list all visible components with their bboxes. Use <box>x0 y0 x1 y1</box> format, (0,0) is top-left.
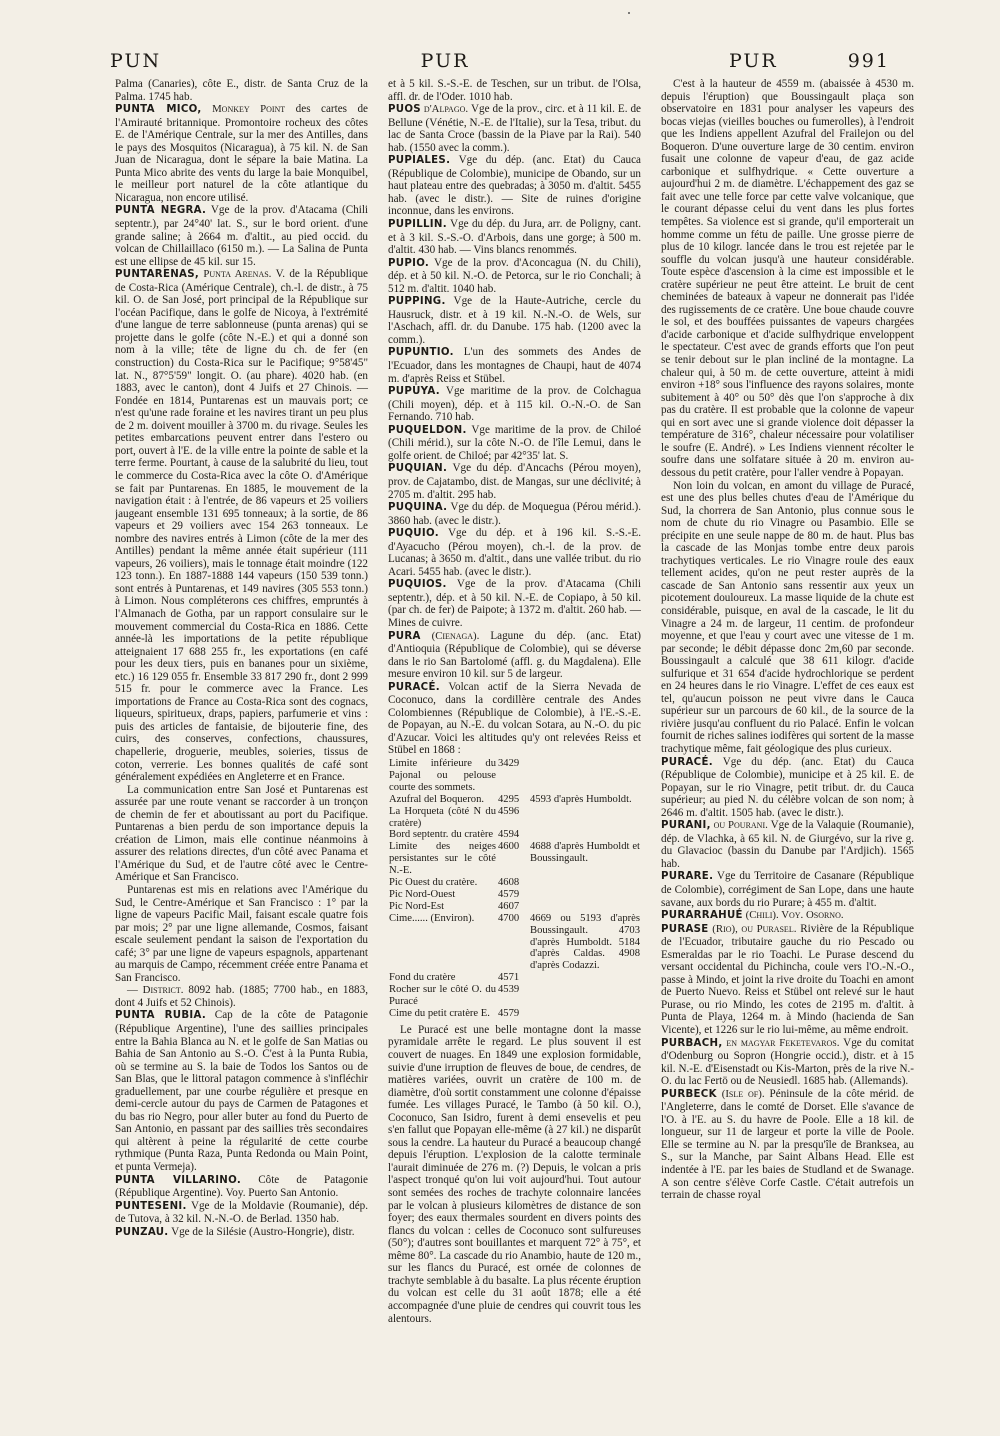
header-left: PUN <box>110 50 162 72</box>
dictionary-entry <box>661 480 914 756</box>
dictionary-entry <box>388 385 641 424</box>
altitude-value: 4579 <box>498 888 520 900</box>
altitude-label: Pic Nord-Ouest <box>389 888 456 900</box>
dictionary-entry <box>388 462 641 501</box>
dictionary-entry <box>388 257 641 296</box>
entry-headword: PURBACH, <box>661 1037 723 1049</box>
entry-variant-name: (Rio), ou Purasel <box>712 922 794 935</box>
altitude-other-source <box>529 889 641 901</box>
entry-text: La communication entre San José et Puntarenas est assurée par une route venant se raccorder à un tronçon de chemin de fer et aboutissant au port du Pacifique. Puntarenas a bien perdu de son importance depuis la création de Limon, mais elle continue néanmoins à assurer des relations directes, d'un côté avec Panama et l'Amérique du Sud, et de l'autre côté avec le Centre-Amérique et San Francisco. <box>115 783 368 884</box>
running-head <box>110 46 890 76</box>
entry-headword: PUQUIO. <box>388 528 439 540</box>
altitude-row <box>388 841 641 877</box>
entry-headword: PUQUELDON. <box>388 424 467 436</box>
entry-text: L'un des sommets des Andes de l'Ecuador, dans les montagnes de Chaupi, haut de 4074 m. d'après Reiss et Stübel. <box>388 346 641 385</box>
entry-variant-name: (Isle of) <box>721 1087 762 1100</box>
entry-text: Vge du dép. (anc. Etat) du Cauca (République de Colombie), municipe et à 25 kil. E. de Popayan, sur le rio Vinagre, petit tribut. dr. du Cauca supérieur; au pied N. du célèbre volcan de son nom; à 2646 m. d'altit. 1505 hab. (avec le distr.). <box>661 755 914 819</box>
dictionary-entry <box>388 424 641 463</box>
entry-headword: PUPUYA. <box>388 386 440 398</box>
column-2 <box>388 78 641 1408</box>
entry-text: Côte de Patagonie (République Argentine). Voy. Puerto San Antonio. <box>115 1173 368 1200</box>
altitude-other-source: 4669 ou 5193 d'après Boussingault. 4703 d'après Humboldt. 5184 d'après Caldas. 4908 d'après Codazzi. <box>530 912 640 972</box>
altitude-value: 4571 <box>498 972 520 984</box>
entry-headword: PUNTA NEGRA. <box>115 205 207 217</box>
entry-headword: PUNZAU. <box>115 1226 169 1238</box>
column-2-continuation <box>388 1024 641 1325</box>
entry-headword: PURACÉ. <box>661 756 713 768</box>
altitude-other-source <box>529 901 641 913</box>
dictionary-entry <box>661 1088 914 1202</box>
entry-text: . Vge du comitat d'Odenburg ou Sopron (Hongrie occid.), distr. et à 15 kil. N.-E. d'Eisenstadt ou Kis-Marton, près de la rive N.-O. du lac Fertö ou de Neusiedl. 1685 hab. (Allemands). <box>661 1036 914 1088</box>
entry-headword: PURARE. <box>661 871 714 883</box>
altitude-value: 4594 <box>498 829 520 841</box>
entry-headword: PUQUIAN. <box>388 463 448 475</box>
entry-text: des cartes de l'Amirauté britannique. Promontoire rocheux des côtes E. de l'Amérique Centrale, sur la mer des Antilles, dans le pays des Mosquitos (Nicaragua), à 75 kil. N. de San Juan de Nicaragua, dont le sépare la baie Matina. La Punta Mico abrite des vents du large la baie Monquibel, le meilleur port naturel de la côte atlantique du Nicaragua, non encore utilisé. <box>115 103 368 204</box>
altitude-row <box>388 1008 641 1020</box>
entry-text: Vge du dép. d'Ancachs (Pérou moyen), prov. de Cajatambo, dist. de Mangas, sur une déclivité; à 2705 m. d'altit. 295 hab. <box>388 462 641 501</box>
entry-text: Puntarenas est mis en relations avec l'Amérique du Sud, le Centre-Amérique et San Francisco : 1° par la ligne de vapeurs Pacific Mail, faisant escale quatre fois par mois; 2° par une ligne allemande, Cosmos, faisant escale seulement pendant la saison de l'exportation du café; 3° par une ligne de vapeurs espagnols, appartenant au marquis de Campo, récemment créée entre Panama et San Francisco. <box>115 884 368 984</box>
altitude-label: Fond du cratère <box>389 972 456 984</box>
dictionary-entry <box>388 154 641 218</box>
altitude-label: Cime...... (Environ). <box>389 912 475 924</box>
text-columns <box>115 78 915 1408</box>
entry-headword: PUNTARENAS, <box>115 269 200 281</box>
altitude-label: Rocher sur le côté O. du Puracé <box>389 984 496 1008</box>
entry-text: . Péninsule de la côte mérid. de l'Angleterre, dans le comté de Dorset. Elle s'avance de l'O. à l'E. au S. du havre de Poole. Elle a 18 kil. de longueur, sur 11 de largeur et porte la ville de Poole. Elle se termine au N. par la presqu'île de Branksea, au S., sur la Manche, par Saint Albans Head. Elle est indentée à l'E. par les baies de Studland et de Swanage. A son centre s'élève Corfe Castle. C'était autrefois un terrain de chasse royal <box>661 1087 914 1202</box>
altitude-value: 4608 <box>498 877 520 889</box>
dictionary-entry <box>115 78 368 103</box>
entry-text: Vge de la prov. d'Aconcagua (N. du Chili), dép. et à 50 kil. N.-O. de Petorca, sur le rio Conchali; à 512 m. d'altit. 1040 hab. <box>388 256 641 295</box>
dictionary-entry <box>388 78 641 103</box>
dictionary-entry <box>388 527 641 578</box>
altitude-value: 4700 <box>498 912 520 924</box>
dictionary-entry <box>115 784 368 884</box>
altitude-row <box>388 984 641 1008</box>
entry-variant-name: (Cienaga) <box>431 629 477 642</box>
entry-text: . Lagune du dép. (anc. Etat) d'Antioquia (République de Colombie), qui se déverse dans le rio San Bartolomé (affl. g. du Magdalena). Elle mesure environ 10 kil. sur 5 de largeur. <box>388 629 641 681</box>
entry-text: Vge de la Moldavie (Roumanie), dép. de Tutova, à 32 kil. N.-N.-O. de Berlad. 1350 hab. <box>115 1199 368 1226</box>
printing-speck <box>628 12 630 14</box>
entry-headword: PUQUINA. <box>388 502 448 514</box>
altitude-value: 3429 <box>498 757 520 769</box>
dictionary-entry <box>661 923 914 1037</box>
entry-text: . Rivière de la République de l'Ecuador, tributaire gauche du rio Pescado ou Esmeraldas par le rio Toachi. Le Purase descend du versant occidental du Pichincha, coule vers l'O.-N.-O., passe à Mindo, et joint la rive droite du Toachi en amont de Puerto Nuevo. Reiss et Stübel ont relevé sur le haut Purase, ou rio Mindo, les cotes de 2195 m. d'altit. à Punta de Playa, 1264 m. à Mindo (hacienda de San Vicente), et 1226 sur le rio lui-même, au même endroit. <box>661 922 914 1037</box>
entry-variant-name: d'Alpago <box>423 103 466 116</box>
entry-headword: PUPPING. <box>388 296 446 308</box>
entry-text: Le Puracé est une belle montagne dont la masse pyramidale arrête le regard. Le plus souvent il est couvert de nuages. En 1849 une explosion formidable, suivie d'une irruption de fleuves de boue, de cendres, de matières variées, ouvrit un cratère de 100 m. de diamètre, d'où sortit constamment une colonne d'épaisse fumée. Les villages Puracé, le Tambo (à 50 kil. O.), Coconuco, San Isidro, furent à demi ensevelis et peu s'en fallut que Popayan elle-même (à 27 kil.) ne disparût sous la cendre. La hauteur du Puracé a beaucoup changé depuis l'éruption. L'explosion de la calotte terminale l'aurait diminuée de 276 m. (?) Depuis, le volcan a pris l'aspect tronqué qu'on lui voit aujourd'hui. Tout autour sont semées des roches de trachyte colonnaire lancées par le volcan à plusieurs kilomètres de distance de son foyer; des eaux thermales sourdent en divers points des flancs du volcan : celles de Coconuco sont sulfureuses (50°); d'autres sont bouillantes et marquent 72° à 75°, et même 80°. La cascade du rio Anambio, haute de 120 m., sur les flancs du Puracé, est ornée de colonnes de trachyte semblable à du basalte. La plus récente éruption du volcan est celle du 31 août 1878; elle a été accompagnée d'une pluie de cendres qui couvrit tous les alentours. <box>388 1023 641 1325</box>
altitude-other-source <box>529 972 641 984</box>
entry-text: Vge de la Haute-Autriche, cercle du Hausruck, distr. et à 19 kil. N.-N.-O. de Wels, sur l'Aschach, affl. dr. du Danube. 175 hab. (1200 avec la comm.). <box>388 295 641 346</box>
altitude-row <box>388 901 641 913</box>
entry-headword: PURANI, <box>661 820 711 832</box>
entry-variant-name: — District. <box>127 984 184 997</box>
altitude-value: 4539 <box>498 984 520 996</box>
altitude-label: Limite des neiges persistantes sur le côté N.-E. <box>389 841 496 877</box>
entry-text: Non loin du volcan, en amont du village de Puracé, est une des plus belles chutes d'eau de l'Amérique du Sud, la chorrera de San Antonio, plus connue sous le nom de chute du rio Vinagre ou Pasambio. Elle se précipite en une seule nappe de 80 m. de haut. Plus bas la cascade de las Monjas tombe entre deux parois trachytiques verticales. Le rio Vinagre roule des eaux tellement acides, qu'on ne peut rester auprès de la cascade de San Antonio sans ressentir aux yeux un picotement douloureux. La masse liquide de la chute est considérable, puisque, en aval de la cascade, le lit du Vinagre a 24 m. de largeur, 11 centim. de profondeur moyenne, et que l'eau y court avec une vitesse de 1 m. par seconde; le débit dépasse donc 2m,60 par seconde. Boussingault a calculé que 38 611 kilogr. d'acide sulfurique et 31 654 d'acide hydrochlorique se perdent en 24 heures dans le rio Vinagre. L'effet de ces eaux est tel, qu'aucun poisson ne peut vivre dans le Cauca supérieur sur un parcours de 60 kil., de la source de la rivière jusqu'au confluent du rio Palacé. Enfin le volcan fournit de riches salines iodifères qui sortent de la masse trachytique même, fait géologique des plus curieux. <box>661 479 914 755</box>
dictionary-entry <box>388 681 641 757</box>
entry-text: et à 5 kil. S.-S.-E. de Teschen, sur un tribut. de l'Olsa, affl. dr. de l'Oder. 1010 hab. <box>388 78 641 103</box>
dictionary-entry <box>115 884 368 984</box>
entry-text: Vge du dép. du Jura, arr. de Poligny, cant. et à 3 kil. S.-S.-O. d'Arbois, dans une gorge; à 500 m. d'altit. 430 hab. — Vins blancs renommés. <box>388 218 641 257</box>
altitude-label: Pic Nord-Est <box>389 900 445 912</box>
altitude-label: Bord septentr. du cratère <box>389 829 494 841</box>
dictionary-entry <box>388 501 641 527</box>
altitude-row <box>388 913 641 973</box>
entry-headword: PURA <box>388 630 421 642</box>
dictionary-entry <box>115 204 368 268</box>
entry-headword: PUPIALES. <box>388 155 451 167</box>
altitude-other-source <box>529 806 641 830</box>
altitude-other-source: 4688 d'après Humboldt et Boussingault. <box>530 841 640 865</box>
entry-text: Vge de la Silésie (Austro-Hongrie), distr. <box>171 1225 355 1238</box>
dictionary-entry <box>388 630 641 681</box>
entry-text: . V. de la République de Costa-Rica (Amérique Centrale), ch.-l. de distr., à 75 kil. O. de San José, port principal de la République sur l'océan Pacifique, dans le golfe de Nicoya, à l'extrémité d'une langue de terre sablonneuse (punta arenas) qui se projette dans le golfe (côte N.-E.) et qui a donné son nom à la ville; tête de ligne du ch. de fer (en construction) du Costa-Rica sur le Pacifique; 9°58'45" lat. N., 87°5'59" longit. O. (au phare). 4020 hab. (en 1883, avec le canton), dont 4 Juifs et 27 Chinois. — Fondée en 1814, Puntarenas est un mauvais port; ce n'est qu'une rade foraine et les navires tirant un peu plus de 2 m. doivent mouiller à 3700 m. du rivage. Seules les petites embarcations peuvent entrer dans l'estero ou port, ouvert à l'E. de la ville entre la pointe de sable et la terre ferme. Pourtant, à cause de la salubrité du lieu, tout le commerce du Costa-Rica avec la côte O. d'Amérique se fait par Puntarenas. En 1885, le mouvement de la navigation était : à l'entrée, de 86 vapeurs et 25 voiliers jaugeant ensemble 131 695 tonneaux; à la sortie, de 86 vapeurs et 29 voiliers avec 154 263 tonneaux. Le nombre des navires entrés à Limon (côte de la mer des Antilles) pendant la même année était supérieur (111 vapeurs, 26 voiliers), mais le tonnage était moindre (122 123 tonn.). En 1887-1888 144 vapeurs (150 539 tonn.) sont entrés à Puntarenas, et 149 navires (305 553 tonn.) à Limon. Nous compléterons ces chiffres, empruntés à l'Almanach de Gotha, par un rapport consulaire sur le mouvement commercial du Costa-Rica en 1886. Cette année-là les importations de la petite république atteignaient 17 688 255 fr., les exportations (en café pour les deux tiers, puis en bananes pour un sixième, etc.) 16 129 055 fr. Ensemble 33 817 290 fr., dont 2 999 515 fr. pour le commerce avec la France. Les importations de France au Costa-Rica sont des cognacs, liqueurs, spiritueux, draps, papiers, parfumerie et vins : puis des articles de fantaisie, de bijouterie fine, des cuirs, des conserves, confections, chaussures, chapellerie, droguerie, meubles, soieries, tissus de coton, verrerie. Les bonnes qualités de café sont généralement expédiées en Angleterre et en France. <box>115 268 368 784</box>
header-center: PUR <box>420 50 470 72</box>
entry-headword: PURASE <box>661 923 709 935</box>
entry-headword: PUOS <box>388 104 421 116</box>
column-3 <box>661 78 914 1408</box>
column-2-entries <box>388 78 641 757</box>
dictionary-entry <box>388 103 641 154</box>
entry-text: . Vge de la Valaquie (Roumanie), dép. de Vlachka, à 65 kil. N. de Giurgévo, sur la rive g. du Glavacioc (bassin du Danube par l'Ardjich). 1565 hab. <box>661 819 914 870</box>
dictionary-entry <box>115 1200 368 1226</box>
altitude-other-source <box>529 758 641 794</box>
entry-headword: PURBECK <box>661 1088 717 1100</box>
altitude-other-source <box>529 1008 641 1020</box>
dictionary-entry <box>661 819 914 870</box>
header-right: PUR <box>728 50 778 72</box>
dictionary-entry <box>661 1037 914 1088</box>
dictionary-entry <box>115 1174 368 1200</box>
dictionary-entry <box>661 870 914 909</box>
dictionary-entry <box>661 909 914 923</box>
entry-text: Cap de la côte de Patagonie (République Argentine), l'une des saillies principales entre la Bahia Blanca au N. et le golfe de San Matias ou Bahia de San Antonio au S.-O. C'est à la Punta Rubia, où se termine au S. la baie de Todos los Santos ou de San Blas, que le littoral patagon commence à s'infléchir graduellement, par une courbe régulière et presque en demi-cercle autour du pays de Carmen de Patagones et du bas rio Negro, pour aller buter au fond du Puerto de San Antonio, en passant par des saillies très secondaires qui altèrent à peine la régularité de cette courbe rythmique (Punta Raza, Punta Redonda ou Main Point, et punta Vermeja). <box>115 1009 368 1174</box>
entry-headword: PUPIO. <box>388 257 430 269</box>
column-1 <box>115 78 368 1408</box>
altitude-value: 4607 <box>498 900 520 912</box>
entry-headword: PUPILLIN. <box>388 219 447 231</box>
dictionary-entry <box>388 218 641 257</box>
entry-headword: PUNTA MICO, <box>115 104 202 116</box>
entry-text: Vge du Territoire de Casanare (République de Colombie), corrégiment de San Lope, dans une haute savane, aux bords du rio Purare; à 455 m. d'altit. <box>661 870 914 909</box>
entry-variant-name: en magyar Feketevaros <box>726 1036 837 1049</box>
entry-text: Vge maritime de la prov. de Chiloé (Chili mérid.), sur la côte N.-O. de l'île Lemui, dans le golfe orient. de Chiloé; par 42°35' lat. S. <box>388 423 641 462</box>
entry-text: Vge du dép. et à 196 kil. S.-S.-E. d'Ayacucho (Pérou moyen), ch.-l. de la prov. de Lucanas; à 3650 m. d'altit., dans une vallée tribut. du rio Acari. 5455 hab. (avec le distr.). <box>388 527 641 578</box>
entry-text: . Vge de la prov., circ. et à 11 kil. E. de Bellune (Vénétie, N.-E. de l'Italie), sur la Tesa, tribut. du lac de Santa Croce (bassin de la Piave par la Rai). 540 hab. (1550 avec la comm.). <box>388 103 641 154</box>
entry-headword: PUNTA VILLARINO. <box>115 1174 242 1186</box>
entry-text: Vge du dép. (anc. Etat) du Cauca (République de Colombie), municipe de Obando, sur un haut plateau entre des quebradas; à 3050 m. d'altit. 5455 hab. (avec le distr.). — Site de ruines d'origine inconnue, dans les environs. <box>388 154 641 218</box>
altitude-value: 4295 <box>498 793 520 805</box>
altitude-value: 4596 <box>498 805 520 817</box>
altitude-label: La Horqueta (côté N du cratère) <box>389 805 496 829</box>
entry-headword: PUQUIOS. <box>388 579 447 591</box>
altitude-row <box>388 889 641 901</box>
entry-headword: PURARRAHUÉ <box>661 910 743 922</box>
entry-text: C'est à la hauteur de 4559 m. (abaissée à 4530 m. depuis l'éruption) que Boussingault plaça son observatoire en 1831 pour analyser les vapeurs des bocas viejas (vieilles bouches ou fumerolles), à l'endroit que les Indiens appellent Azufral del Frailejon ou del Boqueron. D'une ouverture large de 30 centim. environ fusait une colonne de vapeur d'eau, de gaz acide carbonique et sulfhydrique. « Cette ouverture a aujourd'hui 2 m. de diamètre. L'échappement des gaz se fait avec une telle force par cette valve volcanique, que le courant dépasse celui du vent dans les plus fortes tempêtes. Sa violence est si grande, qu'il emporterait un homme comme un fétu de paille. Une grosse pierre de plus de 10 kilogr. lancée dans le trou est rejetée par le souffle du volcan jusqu'à une hauteur considérable. Toute espèce d'ascension à la cime est impossible et le cratère supérieur ne peut être atteint. Le bruit de cent cheminées de bateaux à vapeur ne donnerait pas l'idée des rugissements de ce cratère. Une boue chaude couvre le sol, et des bouffées puissantes de vapeurs chargées d'acide carbonique et d'acide sulfhydrique enveloppent le spectateur. C'est avec de grands efforts que l'on peut se tenir debout sur le plan incliné de la montagne. La chaleur qui, à 50 m. de cette ouverture, atteint à midi environ +18° sous l'influence des rayons solaires, monte subitement à 40° ou 50° dès que l'on s'approche à dix pas du cratère. Il est probable que la colonne de vapeur qui en sort avec une si grande violence doit dépasser la température de 316°, chaleur nécessaire pour volatiliser le soufre (E. André). » Les Indiens viennent récolter le soufre dans une solfatare située à 20 m. environ au-dessous du petit cratère, pour l'aller vendre à Popayan. <box>661 78 914 479</box>
entry-headword: PUNTESENI. <box>115 1200 187 1212</box>
dictionary-entry <box>388 1024 641 1325</box>
dictionary-entry <box>115 1226 368 1240</box>
dictionary-entry <box>115 103 368 204</box>
altitude-row <box>388 829 641 841</box>
altitude-table <box>388 758 641 1020</box>
altitude-other-source <box>529 984 641 1008</box>
dictionary-entry <box>115 1009 368 1173</box>
entry-text: Vge de la prov. d'Atacama (Chili septentr.), dép. et à 50 kil. N.-E. de Copiapo, à 50 kil. (par ch. de fer) de Paipote; à 1372 m. d'altit. 260 hab. — Mines de cuivre. <box>388 578 641 629</box>
altitude-value: 4600 <box>498 841 520 853</box>
altitude-row <box>388 972 641 984</box>
entry-variant-name: Punta Arenas <box>203 268 269 281</box>
altitude-label: Pic Ouest du cratère. <box>389 877 478 889</box>
altitude-row <box>388 877 641 889</box>
altitude-row <box>388 794 641 806</box>
dictionary-entry <box>388 295 641 346</box>
dictionary-entry <box>388 578 641 629</box>
altitude-row <box>388 758 641 794</box>
altitude-other-source <box>529 877 641 889</box>
entry-headword: PUPUNTIO. <box>388 347 454 359</box>
altitude-label: Limite inférieure du Pajonal ou pelouse courte des sommets. <box>389 757 496 793</box>
entry-text: Palma (Canaries), côte E., distr. de Santa Cruz de la Palma. 1745 hab. <box>115 78 368 103</box>
entry-headword: PUNTA RUBIA. <box>115 1010 207 1022</box>
entry-text: Volcan actif de la Sierra Nevada de Coconuco, dans la cordillère centrale des Andes Colombiennes (République de Colombie), à l'E.-S.-E. de Popayan, au N.-E. du volcan Sotara, au N.-O. du pic d'Azucar. Voici les altitudes qu'y ont relevées Reiss et Stübel en 1868 : <box>388 680 641 757</box>
altitude-row <box>388 806 641 830</box>
altitude-label: Azufral del Boqueron. <box>389 793 485 805</box>
entry-variant-name: Monkey Point <box>212 103 286 116</box>
dictionary-entry <box>115 268 368 783</box>
entry-headword: PURACÉ. <box>388 681 440 693</box>
entry-text: Vge de la prov. d'Atacama (Chili septentr.), par 24°40' lat. S., sur le bord orient. d'une grande saline; à 2664 m. d'altit., au pied occid. du volcan de Chillaillaco (6150 m.). — La Salina de Punta est une ellipse de 45 kil. sur 15. <box>115 204 368 268</box>
dictionary-entry <box>661 756 914 820</box>
page-number: 991 <box>847 50 890 72</box>
entry-text: 8092 hab. (1885; 7700 hab., en 1883, dont 4 Juifs et 52 Chinois). <box>115 984 368 1009</box>
entry-text: Vge du dép. de Moquegua (Pérou mérid.). 3860 hab. (avec le distr.). <box>388 501 641 527</box>
altitude-value: 4579 <box>498 1008 520 1020</box>
altitude-other-source: 4593 d'après Humboldt. <box>530 793 632 805</box>
entry-variant-name: (Chili). Voy. Osorno. <box>745 909 844 922</box>
entry-text: Vge maritime de la prov. de Colchagua (Chili moyen), dép. et à 115 kil. O.-N.-O. de San Fernando. 710 hab. <box>388 385 641 424</box>
altitude-other-source <box>529 829 641 841</box>
dictionary-entry <box>661 78 914 480</box>
altitude-label: Cime du petit cratère E. <box>389 1008 490 1020</box>
dictionary-entry <box>115 984 368 1009</box>
entry-variant-name: ou Pourani <box>713 819 766 832</box>
dictionary-entry <box>388 346 641 385</box>
